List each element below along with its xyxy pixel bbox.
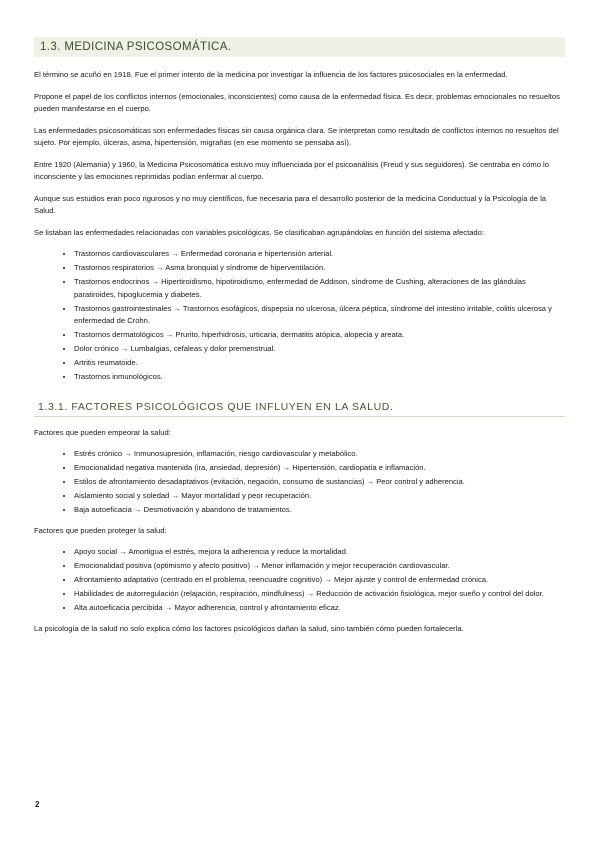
list-item: • Dolor crónico → Lumbalgias, cefaleas y dolor premenstrual.	[74, 343, 565, 356]
list-item: • Trastornos inmunológicos.	[74, 371, 565, 384]
section-heading: 1.3. MEDICINA PSICOSOMÁTICA.	[34, 37, 565, 57]
list-item: • Estilos de afrontamiento desadaptativos (evitación, negación, consumo de sustancias) → Peor control y adherencia.	[74, 476, 565, 489]
list-item: • Artritis reumatoide.	[74, 357, 565, 370]
list-item: • Trastornos respiratorios → Asma bronquial y síndrome de hiperventilación.	[74, 262, 565, 275]
paragraph: Factores que pueden proteger la salud:	[34, 525, 167, 535]
list-item: • Apoyo social → Amortigua el estrés, mejora la adherencia y reduce la mortalidad.	[74, 546, 565, 559]
paragraph: Propone el papel de los conflictos internos (emocionales, inconscientes) como causa de la enfermedad física. Es decir, problemas emocionales no resueltos pueden manifestarse en el cuerpo.	[34, 91, 560, 113]
paragraph: Se listaban las enfermedades relacionadas con variables psicológicas. Se clasificaban agrupándolas en función del sistema afectado:	[34, 227, 484, 237]
disorder-list	[34, 248, 565, 384]
list-item: • Emocionalidad negativa mantenida (ira, ansiedad, depresión) → Hipertensión, cardiopatía e inflamación.	[74, 462, 565, 475]
paragraph: Las enfermedades psicosomáticas son enfermedades físicas sin causa orgánica clara. Se interpretan como resultado de conflictos internos no resueltos del sujeto. Por ejemplo, úlceras, asma, hipertensión, migrañas (en ese momento se pensaba así).	[34, 125, 559, 147]
paragraph: Factores que pueden empeorar la salud:	[34, 427, 171, 437]
list-item: • Emocionalidad positiva (optimismo y afecto positivo) → Menor inflamación y mejor recuperación cardiovascular.	[74, 560, 565, 573]
list-item: • Trastornos dermatológicos → Prurito, hiperhidrosis, urticaria, dermatitis atópica, alopecia y areata.	[74, 329, 565, 342]
paragraph: El término se acuñó en 1918. Fue el primer intento de la medicina por investigar la influencia de los factores psicosociales en la enfermedad.	[34, 70, 508, 79]
list-item: • Alta autoeficacia percibida → Mayor adherencia, control y afrontamiento eficaz.	[74, 602, 565, 615]
paragraph: Aunque sus estudios eran poco rigurosos y no muy científicos, fue necesaria para el desarrollo posterior de la medicina Conductual y la Psicología de la Salud.	[34, 193, 547, 215]
list-item: • Estrés crónico → Inmunosupresión, inflamación, riesgo cardiovascular y metabólico.	[74, 448, 565, 461]
worsen-factors-list	[34, 448, 565, 517]
list-item: • Trastornos endocrinos → Hipertiroidismo, hipotiroidismo, enfermedad de Addison, síndrome de Cushing, alteraciones de las glándulas paratiroides, hipoglucemia y diabetes.	[74, 276, 565, 301]
page-number: 2	[35, 800, 40, 809]
list-item: • Habilidades de autorregulación (relajación, respiración, mindfulness) → Reducción de activación fisiológica, mejor sueño y control del dolor.	[74, 588, 565, 601]
list-item: • Trastornos cardiovasculares → Enfermedad coronaria e hipertensión arterial.	[74, 248, 565, 261]
list-item: • Afrontamiento adaptativo (centrado en el problema, reencuadre cognitivo) → Mejor ajuste y control de enfermedad crónica.	[74, 574, 565, 587]
paragraph: Entre 1920 (Alemania) y 1960, la Medicina Psicosomática estuvo muy influenciada por el psicoanálisis (Freud y sus seguidores). Se centraba en cómo lo inconsciente y las emociones reprimidas podían enfermar al cuerpo.	[34, 159, 549, 181]
protect-factors-list	[34, 546, 565, 615]
list-item: • Trastornos gastrointestinales → Trastornos esofágicos, dispepsia no ulcerosa, úlcera péptica, síndrome del intestino irritable, colitis ulcerosa y enfermedad de Crohn.	[74, 303, 565, 328]
subsection-heading: 1.3.1. FACTORES PSICOLÓGICOS QUE INFLUYEN EN LA SALUD.	[34, 398, 565, 417]
list-item: • Baja autoeficacia → Desmotivación y abandono de tratamientos.	[74, 504, 565, 517]
list-item: • Aislamiento social y soledad → Mayor mortalidad y peor recuperación.	[74, 490, 565, 503]
closing-paragraph: La psicología de la salud no solo explica cómo los factores psicológicos dañan la salud, sino también cómo pueden fortalecerla.	[34, 623, 464, 633]
